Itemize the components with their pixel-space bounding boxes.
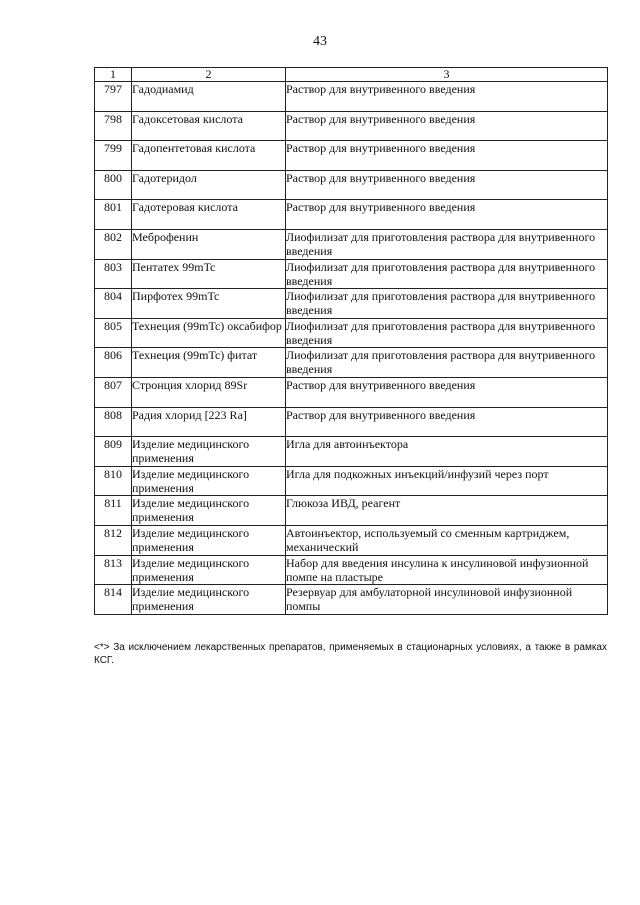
header-col-2: 2 xyxy=(132,68,286,82)
item-name: Изделие медицинского применения xyxy=(132,555,286,585)
row-number: 805 xyxy=(95,318,132,348)
item-name: Гадоксетовая кислота xyxy=(132,111,286,141)
row-number: 812 xyxy=(95,525,132,555)
table-row xyxy=(95,111,608,141)
row-number: 809 xyxy=(95,437,132,467)
item-name: Пирфотех 99mTc xyxy=(132,289,286,319)
table-row xyxy=(95,348,608,378)
dosage-form: Раствор для внутривенного введения xyxy=(286,82,608,112)
row-number: 813 xyxy=(95,555,132,585)
item-name: Гадотеровая кислота xyxy=(132,200,286,230)
row-number: 802 xyxy=(95,229,132,259)
item-name: Стронция хлорид 89Sr xyxy=(132,377,286,407)
table-row xyxy=(95,555,608,585)
dosage-form: Глюкоза ИВД, реагент xyxy=(286,496,608,526)
table-row xyxy=(95,496,608,526)
footnote: <*> За исключением лекарственных препаратов, применяемых в стационарных условиях, а также в рамках КСГ. xyxy=(94,642,607,666)
row-number: 808 xyxy=(95,407,132,437)
dosage-form: Лиофилизат для приготовления раствора для внутривенного введения xyxy=(286,229,608,259)
dosage-form: Раствор для внутривенного введения xyxy=(286,111,608,141)
table-row xyxy=(95,377,608,407)
dosage-form: Резервуар для амбулаторной инсулиновой инфузионной помпы xyxy=(286,585,608,615)
dosage-form: Игла для подкожных инъекций/инфузий через порт xyxy=(286,466,608,496)
row-number: 806 xyxy=(95,348,132,378)
row-number: 801 xyxy=(95,200,132,230)
table-row xyxy=(95,82,608,112)
dosage-form: Раствор для внутривенного введения xyxy=(286,200,608,230)
dosage-form: Раствор для внутривенного введения xyxy=(286,141,608,171)
dosage-form: Лиофилизат для приготовления раствора для внутривенного введения xyxy=(286,259,608,289)
item-name: Изделие медицинского применения xyxy=(132,496,286,526)
item-name: Гадодиамид xyxy=(132,82,286,112)
row-number: 798 xyxy=(95,111,132,141)
item-name: Изделие медицинского применения xyxy=(132,585,286,615)
item-name: Изделие медицинского применения xyxy=(132,466,286,496)
item-name: Технеция (99mTc) фитат xyxy=(132,348,286,378)
dosage-form: Раствор для внутривенного введения xyxy=(286,377,608,407)
page-number: 43 xyxy=(313,34,327,49)
table-row xyxy=(95,170,608,200)
item-name: Технеция (99mTc) оксабифор xyxy=(132,318,286,348)
item-name: Радия хлорид [223 Ra] xyxy=(132,407,286,437)
row-number: 799 xyxy=(95,141,132,171)
table-row xyxy=(95,466,608,496)
table-row xyxy=(95,259,608,289)
dosage-form: Лиофилизат для приготовления раствора для внутривенного введения xyxy=(286,348,608,378)
dosage-form: Набор для введения инсулина к инсулиновой инфузионной помпе на пластыре xyxy=(286,555,608,585)
table-row xyxy=(95,229,608,259)
table-header-row xyxy=(95,68,608,82)
dosage-form: Раствор для внутривенного введения xyxy=(286,407,608,437)
row-number: 797 xyxy=(95,82,132,112)
row-number: 800 xyxy=(95,170,132,200)
row-number: 810 xyxy=(95,466,132,496)
item-name: Пентатех 99mTc xyxy=(132,259,286,289)
dosage-form: Автоинъектор, используемый со сменным картриджем, механический xyxy=(286,525,608,555)
item-name: Изделие медицинского применения xyxy=(132,525,286,555)
drug-list-table xyxy=(94,67,608,615)
dosage-form: Лиофилизат для приготовления раствора для внутривенного введения xyxy=(286,318,608,348)
item-name: Меброфенин xyxy=(132,229,286,259)
row-number: 803 xyxy=(95,259,132,289)
table-row xyxy=(95,407,608,437)
table-row xyxy=(95,525,608,555)
row-number: 811 xyxy=(95,496,132,526)
dosage-form: Раствор для внутривенного введения xyxy=(286,170,608,200)
table-row xyxy=(95,585,608,615)
row-number: 804 xyxy=(95,289,132,319)
table-row xyxy=(95,141,608,171)
header-col-3: 3 xyxy=(286,68,608,82)
dosage-form: Игла для автоинъектора xyxy=(286,437,608,467)
header-col-1: 1 xyxy=(95,68,132,82)
table-row xyxy=(95,437,608,467)
item-name: Гадопентетовая кислота xyxy=(132,141,286,171)
table-row xyxy=(95,200,608,230)
item-name: Гадотеридол xyxy=(132,170,286,200)
row-number: 807 xyxy=(95,377,132,407)
dosage-form: Лиофилизат для приготовления раствора для внутривенного введения xyxy=(286,289,608,319)
row-number: 814 xyxy=(95,585,132,615)
item-name: Изделие медицинского применения xyxy=(132,437,286,467)
table-row xyxy=(95,318,608,348)
table-row xyxy=(95,289,608,319)
